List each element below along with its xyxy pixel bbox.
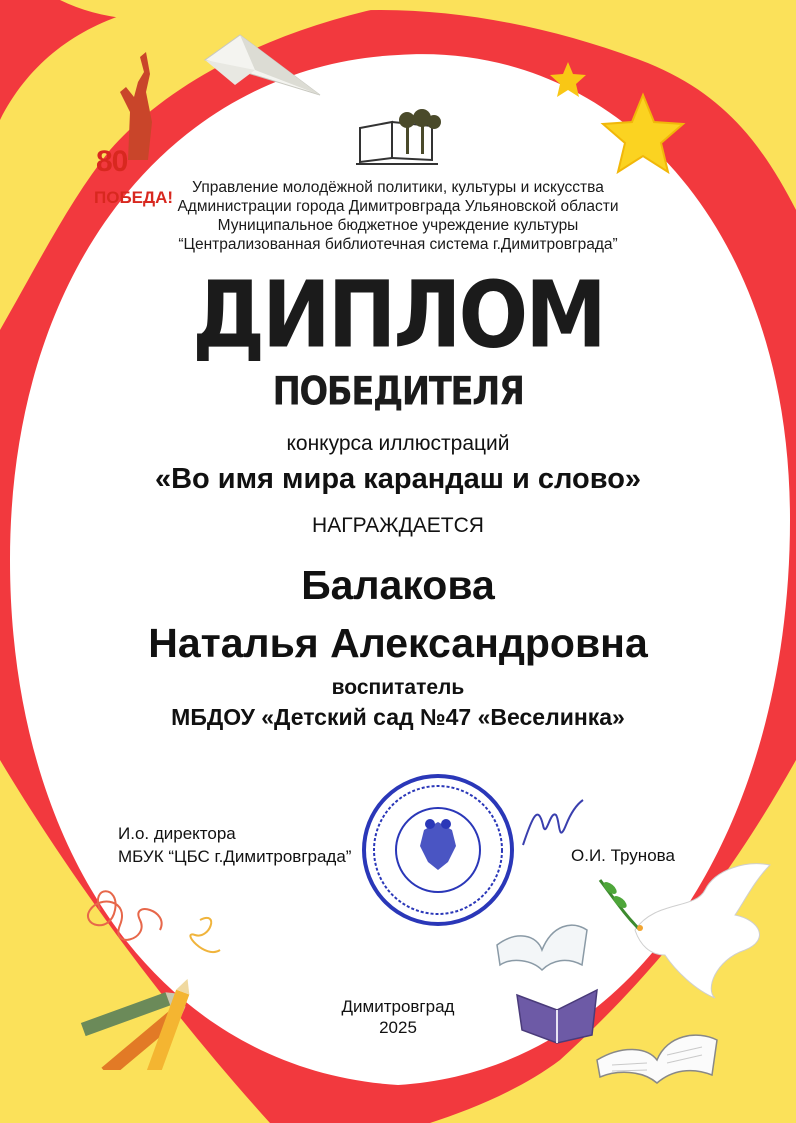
director-title-line2: МБУК “ЦБС г.Димитровграда” (118, 847, 352, 866)
director-title-line1: И.о. директора (118, 824, 236, 843)
org-line-3: Муниципальное бюджетное учреждение культуры (217, 217, 579, 234)
open-book-icon (492, 905, 592, 975)
contest-label: конкурса иллюстраций (286, 432, 510, 455)
director-title (118, 822, 351, 868)
org-line-1: Управление молодёжной политики, культуры и искусства (192, 179, 604, 196)
awarded-label: НАГРАЖДАЕТСЯ (312, 514, 484, 537)
star-icon (600, 92, 686, 178)
diploma-subtitle: ПОБЕДИТЕЛЯ (272, 369, 524, 415)
library-logo-icon (352, 108, 442, 168)
dove-icon (595, 860, 780, 1000)
recipient-surname: Балакова (301, 562, 495, 608)
recipient-organization: МБДОУ «Детский сад №47 «Веселинка» (171, 704, 625, 730)
footer-year: 2025 (379, 1018, 417, 1037)
paper-plane-icon (200, 30, 325, 100)
contest-name: «Во имя мира карандаш и слово» (154, 463, 642, 495)
org-line-4: “Централизованная библиотечная система г.Димитровграда” (178, 236, 618, 253)
open-book-bottom-icon (592, 1015, 722, 1085)
organization-header (0, 178, 796, 254)
recipient-name: Наталья Александровна (148, 620, 648, 666)
crayons-icon (60, 880, 240, 1070)
logo-80-text: 80 (96, 145, 128, 178)
footer-city: Димитровград (341, 997, 455, 1016)
org-line-2: Администрации города Димитровграда Ульяновской области (177, 198, 619, 215)
recipient-position: воспитатель (331, 676, 465, 699)
diploma-title: ДИПЛОМ (192, 262, 604, 369)
purple-book-icon (512, 985, 602, 1045)
small-star-icon (548, 60, 588, 100)
logo-pobeda-text: ПОБЕДА! (94, 188, 174, 207)
signer-name: О.И. Трунова (571, 846, 675, 865)
